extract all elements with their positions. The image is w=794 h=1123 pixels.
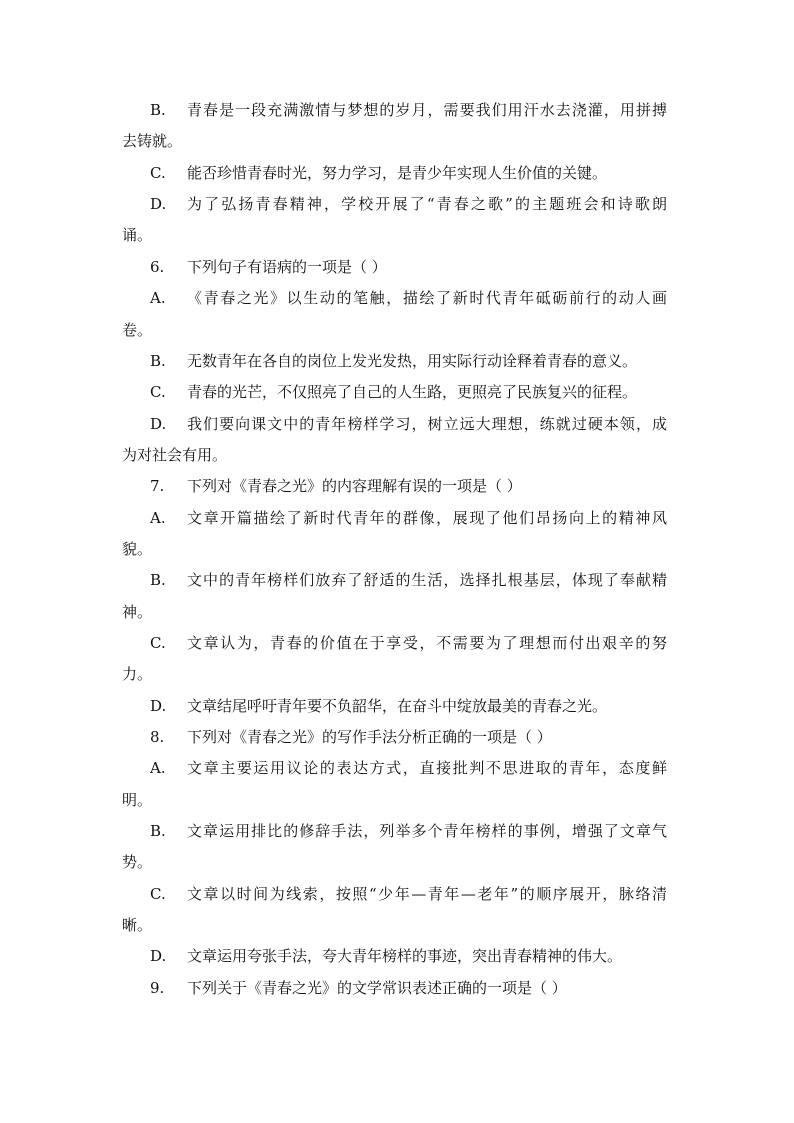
question-8 xyxy=(150,725,667,749)
option-text: 文章以时间为线索，按照“少年—青年—老年”的顺序展开，脉络清 xyxy=(187,885,667,903)
option-a-line xyxy=(150,506,667,530)
question-7 xyxy=(150,474,667,498)
option-text: 文章运用夸张手法，夸大青年榜样的事迹，突出青春精神的伟大。 xyxy=(187,947,623,965)
continuation-line xyxy=(122,129,667,153)
option-text: 势。 xyxy=(122,853,153,871)
option-label: A. xyxy=(150,759,166,777)
question-text: 下列关于《青春之光》的文学常识表述正确的一项是（ ） xyxy=(187,979,567,997)
option-d-line xyxy=(150,694,667,718)
option-label: D. xyxy=(150,697,167,715)
continuation-line xyxy=(122,850,667,874)
option-label: C. xyxy=(150,634,166,652)
option-label: D. xyxy=(150,415,167,433)
option-c-line xyxy=(150,380,667,404)
option-label: B. xyxy=(150,352,166,370)
option-b-line xyxy=(150,349,667,373)
option-text: 为了弘扬青春精神，学校开展了“青春之歌”的主题班会和诗歌朗 xyxy=(187,195,667,213)
option-text: 为对社会有用。 xyxy=(122,446,228,464)
option-text: 文章主要运用议论的表达方式，直接批判不思进取的青年，态度鲜 xyxy=(187,759,667,777)
continuation-line xyxy=(122,913,667,937)
option-text: 我们要向课文中的青年榜样学习，树立远大理想，练就过硬本领，成 xyxy=(187,415,667,433)
option-c-line xyxy=(150,631,667,655)
option-label: B. xyxy=(150,822,166,840)
continuation-line xyxy=(122,318,667,342)
option-c-line xyxy=(150,882,667,906)
question-text: 下列对《青春之光》的内容理解有误的一项是（ ） xyxy=(187,477,522,495)
option-text: 晰。 xyxy=(122,916,153,934)
question-number: 7. xyxy=(150,477,165,495)
question-text: 下列对《青春之光》的写作手法分析正确的一项是（ ） xyxy=(187,728,552,746)
option-label: B. xyxy=(150,571,166,589)
option-text: 卷。 xyxy=(122,321,153,339)
option-text: 力。 xyxy=(122,665,153,683)
option-label: D. xyxy=(150,195,167,213)
option-label: A. xyxy=(150,509,166,527)
continuation-line xyxy=(122,223,667,247)
question-number: 8. xyxy=(150,728,165,746)
option-text: 文章认为，青春的价值在于享受，不需要为了理想而付出艰辛的努 xyxy=(187,634,667,652)
question-number: 9. xyxy=(150,979,165,997)
continuation-line xyxy=(122,788,667,812)
option-label: C. xyxy=(150,885,166,903)
option-b-line xyxy=(150,98,667,122)
option-a-line xyxy=(150,286,667,310)
option-label: B. xyxy=(150,101,166,119)
option-text: 青春是一段充满激情与梦想的岁月，需要我们用汗水去浇灌，用拼搏 xyxy=(187,101,667,119)
option-label: C. xyxy=(150,383,166,401)
continuation-line xyxy=(122,662,667,686)
option-b-line xyxy=(150,568,667,592)
question-text: 下列句子有语病的一项是（ ） xyxy=(187,258,387,276)
option-d-line xyxy=(150,412,667,436)
option-label: A. xyxy=(150,289,166,307)
option-text: 文章结尾呼吁青年要不负韶华，在奋斗中绽放最美的青春之光。 xyxy=(187,697,608,715)
option-text: 去铸就。 xyxy=(122,132,183,150)
option-text: 明。 xyxy=(122,791,153,809)
option-text: 文章开篇描绘了新时代青年的群像，展现了他们昂扬向上的精神风 xyxy=(187,509,667,527)
option-d-line xyxy=(150,944,667,968)
option-a-line xyxy=(150,756,667,780)
option-label: C. xyxy=(150,164,166,182)
option-label: D. xyxy=(150,947,167,965)
option-b-line xyxy=(150,819,667,843)
option-text: 青春的光芒，不仅照亮了自己的人生路，更照亮了民族复兴的征程。 xyxy=(187,383,638,401)
option-text: 诵。 xyxy=(122,226,153,244)
option-text: 文中的青年榜样们放弃了舒适的生活，选择扎根基层，体现了奉献精 xyxy=(187,571,667,589)
option-text: 文章运用排比的修辞手法，列举多个青年榜样的事例，增强了文章气 xyxy=(187,822,667,840)
continuation-line xyxy=(122,600,667,624)
option-text: 无数青年在各自的岗位上发光发热，用实际行动诠释着青春的意义。 xyxy=(187,352,638,370)
continuation-line xyxy=(122,443,667,467)
option-text: 能否珍惜青春时光，努力学习，是青少年实现人生价值的关键。 xyxy=(187,164,608,182)
option-c-line xyxy=(150,161,667,185)
option-d-line xyxy=(150,192,667,216)
question-number: 6. xyxy=(150,258,165,276)
question-6 xyxy=(150,255,667,279)
question-9 xyxy=(150,976,667,1000)
continuation-line xyxy=(122,537,667,561)
option-text: 神。 xyxy=(122,603,153,621)
option-text: 《青春之光》以生动的笔触，描绘了新时代青年砥砺前行的动人画 xyxy=(187,289,667,307)
option-text: 貌。 xyxy=(122,540,153,558)
